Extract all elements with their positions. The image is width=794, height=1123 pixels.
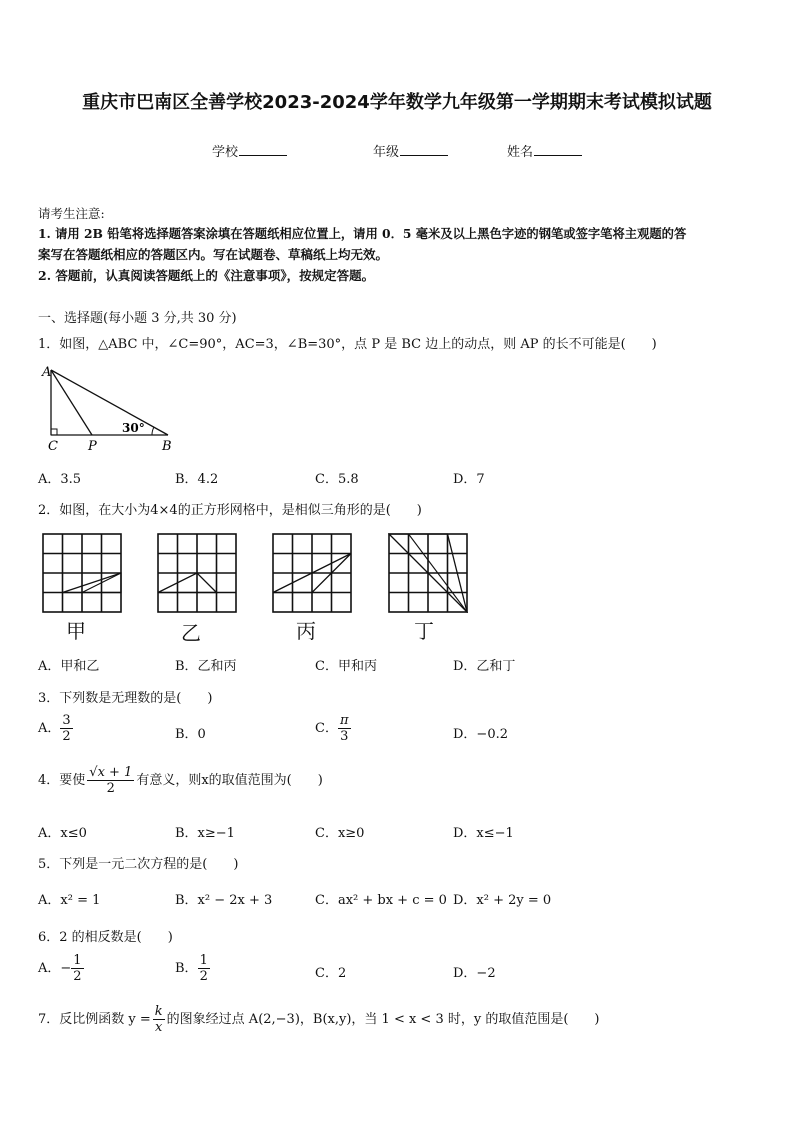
q5-option-d[interactable]: D．x² + 2y = 0 [453,893,552,908]
q6-b-num: 1 [199,953,208,968]
q2-option-d[interactable]: D．乙和丁 [453,659,516,674]
q6-option-c[interactable]: C．2 [315,966,347,981]
q7-fraction [153,1004,165,1035]
q7-den: x [155,1020,163,1035]
q2-option-a[interactable]: A．甲和乙 [38,659,100,674]
q3-a-label: A． [38,721,61,736]
q6-b-den: 2 [199,969,208,984]
label-angle: 30° [122,421,145,435]
q7-num: k [154,1004,163,1019]
q3-c-num: π [339,713,349,728]
q3-option-c[interactable] [315,713,351,744]
q7-stem [38,1004,599,1035]
q1-text: 1．如图，△ABC 中，∠C=90°，AC=3，∠B=30°，点 P 是 BC 边上的动点，则 AP 的长不可能是( ) [38,337,657,352]
q4-num: √x + 1 [89,765,133,780]
notice-heading: 请考生注意: [38,206,105,221]
q3-a-den: 2 [62,729,71,744]
grade-field[interactable] [373,141,448,160]
q6-option-a[interactable] [38,953,84,984]
q4-den: 2 [106,781,115,796]
section-heading: 一、选择题(每小题 3 分,共 30 分) [38,311,237,326]
notice-line-1a: 1. 请用 2B 铅笔将选择题答案涂填在答题纸相应位置上，请用 0．5 毫米及以上黑色字迹的钢笔或签字笔将主观题的答 [38,226,687,241]
q6-a-num: 1 [73,953,82,968]
label-c: C [48,439,58,454]
q4-fraction [87,765,134,796]
q5-option-b[interactable]: B．x² − 2x + 3 [175,893,273,908]
q3-text: 3．下列数是无理数的是( ) [38,691,213,706]
page-title: 重庆市巴南区全善学校2023-2024学年数学九年级第一学期期末考试模拟试题 [82,92,712,113]
caption-ding: 丁 [414,619,434,643]
grid-yi [157,533,237,613]
q3-a-fraction [60,713,72,744]
q4-pre: 4．要使 [38,773,86,788]
q4-post: 有意义，则x的取值范围为( ) [136,773,323,788]
school-label: 学校 [212,145,239,160]
q3-option-b[interactable]: B．0 [175,727,206,742]
q4-option-b[interactable]: B．x≥−1 [175,826,235,841]
grid-bing [272,533,352,613]
q2-option-b[interactable]: B．乙和丙 [175,659,237,674]
q4-option-c[interactable]: C．x≥0 [315,826,365,841]
name-field[interactable] [507,141,582,160]
notice-line-2: 2. 答题前，认真阅读答题纸上的《注意事项》，按规定答题。 [38,268,375,283]
q6-a-fraction [71,953,83,984]
q6-text: 6．2 的相反数是( ) [38,930,173,945]
segment-ap [51,370,92,435]
label-p: P [88,439,97,454]
q7-pre: 7．反比例函数 y = [38,1012,151,1027]
right-angle-mark [51,429,57,435]
name-label: 姓名 [507,145,534,160]
q2-option-c[interactable]: C．甲和丙 [315,659,377,674]
caption-jia: 甲 [66,619,86,643]
q3-option-d[interactable]: D．−0.2 [453,727,508,742]
notice-line-1b: 案写在答题纸相应的答题区内。写在试题卷、草稿纸上均无效。 [38,247,389,262]
q3-option-a[interactable] [38,713,73,744]
q7-post: 的图象经过点 A(2,−3)，B(x,y)，当 1 < x < 3 时，y 的取值范围是( ) [166,1012,600,1027]
q1-option-d[interactable]: D．7 [453,472,485,487]
q1-triangle-figure [38,362,178,454]
angle-arc [152,427,154,435]
q6-a-den: 2 [73,969,82,984]
grade-label: 年级 [373,145,400,160]
q2-text: 2．如图，在大小为4×4的正方形网格中，是相似三角形的是( ) [38,503,422,518]
caption-bing: 丙 [296,619,316,643]
label-a: A [42,365,52,380]
q1-option-a[interactable]: A．3.5 [38,472,82,487]
q3-c-den: 3 [340,729,349,744]
q4-option-a[interactable]: A．x≤0 [38,826,87,841]
label-b: B [162,439,172,454]
q6-a-label: A．− [38,961,72,976]
q3-a-num: 3 [62,713,71,728]
q1-option-c[interactable]: C．5.8 [315,472,359,487]
grid-jia [42,533,122,613]
q4-stem [38,765,323,796]
q1-option-b[interactable]: B．4.2 [175,472,219,487]
q6-option-b[interactable] [175,953,210,984]
q6-b-label: B． [175,961,198,976]
q5-option-a[interactable]: A．x² = 1 [38,893,101,908]
school-field[interactable] [212,141,287,160]
q6-b-fraction [198,953,210,984]
q6-option-d[interactable]: D．−2 [453,966,496,981]
q4-option-d[interactable]: D．x≤−1 [453,826,514,841]
q5-text: 5．下列是一元二次方程的是( ) [38,857,239,872]
q5-option-c[interactable]: C．ax² + bx + c = 0 [315,893,447,908]
grid-ding [388,533,468,613]
side-ab [51,370,168,435]
caption-yi: 乙 [181,621,201,645]
q3-c-label: C． [315,721,338,736]
q3-c-fraction [338,713,351,744]
